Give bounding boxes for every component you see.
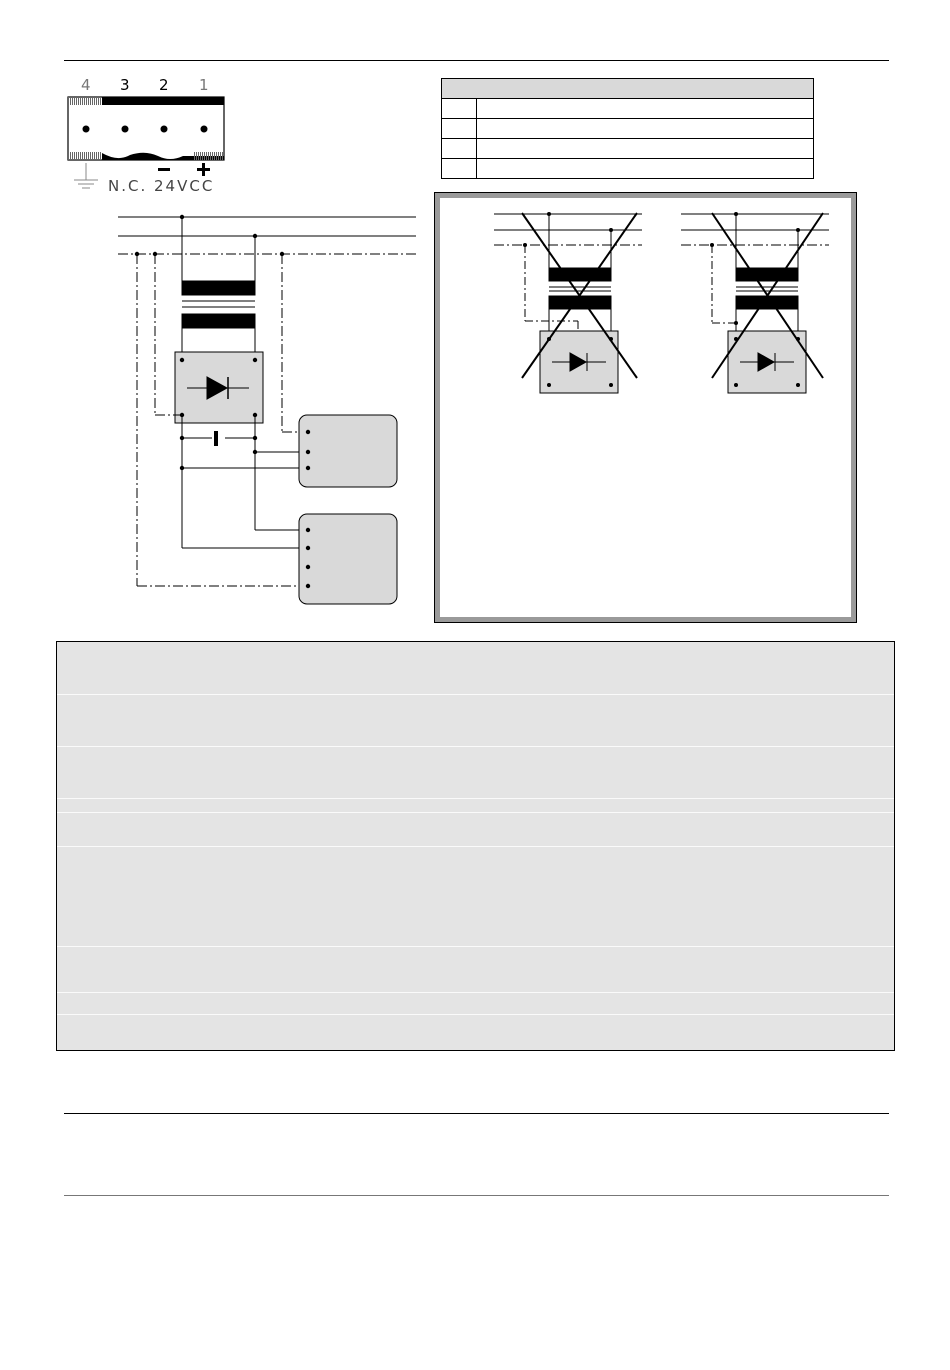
wrong-example-1 [494,213,642,393]
plus-icon [197,163,210,176]
terminal-screw-2 [161,126,168,133]
ground-icon [74,163,98,188]
terminal-screw-3 [122,126,129,133]
terminal-block [68,97,224,188]
table-row [57,746,894,799]
table-row [57,1014,894,1052]
pin-number-1: 1 [199,76,209,94]
table-row [57,642,894,694]
nc-label: N.C. [108,177,148,195]
wiring-diagram [0,0,950,640]
table-row [57,992,894,1015]
module-box-1 [299,415,397,487]
notes-table [56,641,895,1051]
correct-wiring [118,217,416,604]
footer-rule-top [64,1113,889,1114]
terminal-screw-4 [83,126,90,133]
terminal-screw-1 [201,126,208,133]
table-row [57,846,894,947]
pin-number-2: 2 [159,76,169,94]
table-row [57,798,894,813]
pin-number-3: 3 [120,76,130,94]
wrong-example-2 [681,213,829,393]
capacitor-icon [214,431,218,446]
supply-label: 24VCC [154,177,215,195]
module-box-2 [299,514,397,604]
table-row [57,694,894,747]
minus-icon [158,168,170,171]
table-row [57,812,894,847]
table-row [57,946,894,993]
pin-number-4: 4 [81,76,91,94]
footer-rule-bottom [64,1195,889,1196]
